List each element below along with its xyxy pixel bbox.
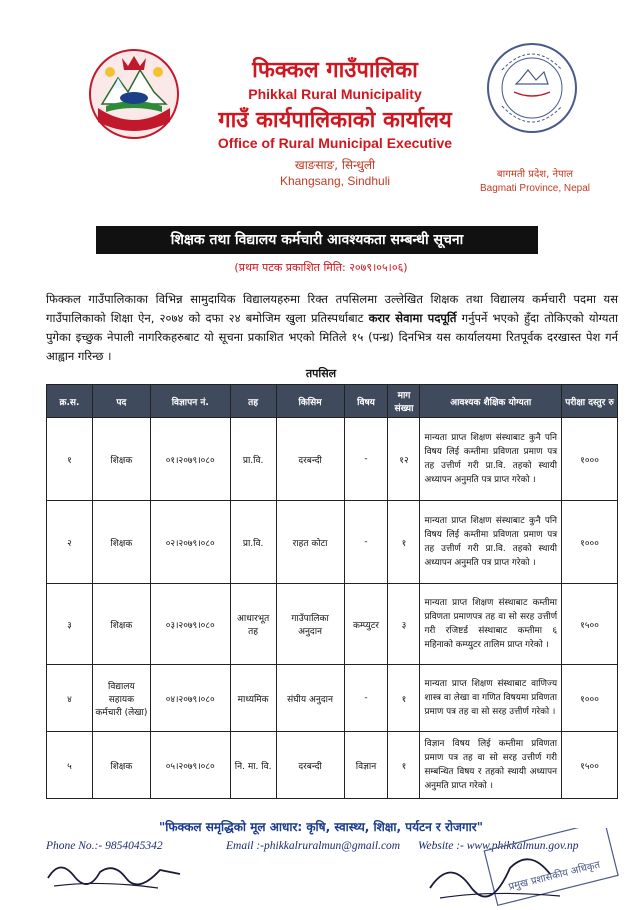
cell-subject: विज्ञान — [344, 732, 388, 799]
cell-subject: - — [344, 418, 388, 501]
table-row — [47, 665, 618, 732]
cell-sn: १ — [47, 418, 93, 501]
intro-text-part1: फिक्कल गाउँपालिकाका विभिन्न सामुदायिक विद्यालयहरुमा रिक्त तपसिलमा उल्लेखित शिक्षक तथा विद्यालय कर्मचारी पदमा यस गाउँपालिकाको शिक्षा ऐन, २०७४ को दफा २४ बमोजिम खुला प्रतिस्पर्धाबाट — [46, 292, 618, 325]
cell-level: माध्यमिक — [230, 665, 276, 732]
intro-text-part2: गर्नुपर्ने भएको हुँदा तोकिएको योग्यता पुगेका इच्छुक नेपाली नागरिकहरुबाट यो सूचना प्रकाशित भएको मितिले १५ (पन्ध्र) दिनभित्र यस कार्यालयमा रितपूर्वक दरखास्त पेश गर्न आह्वान गरिन्छ । — [46, 311, 619, 363]
cell-sn: ३ — [47, 584, 93, 665]
cell-sn: २ — [47, 501, 93, 584]
cell-level: प्रा.वि. — [230, 501, 276, 584]
cell-post: शिक्षक — [92, 732, 150, 799]
address-np: खाङसाङ, सिन्धुली — [294, 158, 376, 172]
table-row — [47, 732, 618, 799]
cell-adv: ०१।२०७९।०८० — [150, 418, 230, 501]
vacancy-table — [46, 384, 618, 799]
cell-sn: ५ — [47, 732, 93, 799]
cell-req: मान्यता प्राप्त शिक्षण संस्थाबाट वाणिज्य शास्त्र वा लेखा वा गणित विषयमा प्रविणता प्रमाण पत्र तह वा सो सरह उत्तीर्ण गरेको । — [420, 665, 562, 732]
intro-text-bold: करार सेवामा पदपूर्ति — [368, 311, 457, 325]
col-header-level: तह — [230, 385, 276, 418]
cell-post: विद्यालय सहायक कर्मचारी (लेखा) — [92, 665, 150, 732]
province-np: बागमती प्रदेश, नेपाल — [496, 169, 574, 180]
col-header-req: आवश्यक शैक्षिक योग्यता — [420, 385, 562, 418]
col-header-post: पद — [92, 385, 150, 418]
cell-fee: १००० — [562, 665, 618, 732]
footer-phone: Phone No.:- 9854045342 — [46, 840, 163, 852]
nepal-emblem-logo — [88, 48, 180, 140]
table-header-row — [47, 385, 618, 418]
province-en: Bagmati Province, Nepal — [479, 183, 591, 194]
cell-fee: १००० — [562, 501, 618, 584]
cell-demand: १२ — [388, 418, 420, 501]
cell-demand: १ — [388, 501, 420, 584]
cell-type: राहत कोटा — [276, 501, 344, 584]
cell-req: मान्यता प्राप्त शिक्षण संस्थाबाट कुनै पनि विषय लिई कम्तीमा प्रविणता प्रमाण पत्र तह उत्तीर्ण गरी प्रा.वि. तहको स्थायी अध्यापन अनुमति पत्र प्राप्त गरेको । — [420, 418, 562, 501]
footer-slogan: "फिक्कल समृद्धिको मूल आधार: कृषि, स्वास्थ्य, शिक्षा, पर्यटन र रोजगार" — [159, 820, 483, 834]
cell-post: शिक्षक — [92, 584, 150, 665]
municipality-title-en: Phikkal Rural Municipality — [248, 86, 422, 102]
office-title-np: गाउँ कार्यपालिकाको कार्यालय — [218, 108, 452, 133]
cell-type: दरबन्दी — [276, 732, 344, 799]
cell-post: शिक्षक — [92, 418, 150, 501]
cell-type: दरबन्दी — [276, 418, 344, 501]
cell-adv: ०५।२०७९।०८० — [150, 732, 230, 799]
footer-website: Website :- www.phikkalmun.gov.np — [418, 840, 579, 852]
table-row — [47, 501, 618, 584]
cell-demand: १ — [388, 665, 420, 732]
col-header-fee: परीक्षा दस्तुर रु — [562, 385, 618, 418]
table-row — [47, 418, 618, 501]
cell-subject: कम्प्युटर — [344, 584, 388, 665]
schedule-heading: तपसिल — [305, 367, 337, 380]
cell-req: मान्यता प्राप्त शिक्षण संस्थाबाट कुनै पनि विषय लिई कम्तीमा प्रविणता प्रमाण पत्र तह उत्तीर्ण गरी प्रा.वि. तहको स्थायी अध्यापन अनुमति पत्र प्राप्त गरेको । — [420, 501, 562, 584]
cell-demand: १ — [388, 732, 420, 799]
col-header-subject: विषय — [344, 385, 388, 418]
address-en: Khangsang, Sindhuli — [279, 174, 391, 188]
left-signature — [40, 848, 190, 898]
cell-adv: ०३।२०७९।०८० — [150, 584, 230, 665]
col-header-type: किसिम — [276, 385, 344, 418]
cell-type: गाउँपालिका अनुदान — [276, 584, 344, 665]
office-stamp — [484, 40, 580, 136]
municipality-title-np: फिक्कल गाउँपालिका — [252, 58, 418, 83]
cell-type: संघीय अनुदान — [276, 665, 344, 732]
cell-subject: - — [344, 665, 388, 732]
cell-req: मान्यता प्राप्त शिक्षण संस्थाबाट कम्तीमा प्रविणता प्रमाणपत्र तह वा सो सरह उत्तीर्ण गरी रजिष्टर्ड संस्थाबाट कम्तीमा ६ महिनाको कम्प्युटर तालिम प्राप्त गरेको । — [420, 584, 562, 665]
publish-date: (प्रथम पटक प्रकाशित मिति: २०७९।०५।०६) — [234, 261, 408, 274]
cell-req: विज्ञान विषय लिई कम्तीमा प्रविणता प्रमाण पत्र तह वा सो सरह उत्तीर्ण गरी सम्बन्धित विषय र तहको स्थायी अध्यापन अनुमति प्राप्त गरेको । — [420, 732, 562, 799]
cell-subject: - — [344, 501, 388, 584]
notice-title: शिक्षक तथा विद्यालय कर्मचारी आवश्यकता सम्बन्धी सूचना — [96, 226, 538, 254]
footer-email: Email :-phikkalruralmun@gmail.com — [226, 840, 401, 852]
cell-fee: १५०० — [562, 732, 618, 799]
col-header-demand: माग संख्या — [388, 385, 420, 418]
cell-level: आधारभूत तह — [230, 584, 276, 665]
col-header-sn: क्र.स. — [47, 385, 93, 418]
office-title-en: Office of Rural Municipal Executive — [217, 135, 453, 151]
right-signature-stamp — [420, 828, 620, 908]
cell-demand: ३ — [388, 584, 420, 665]
cell-adv: ०४।२०७९।०८० — [150, 665, 230, 732]
cell-sn: ४ — [47, 665, 93, 732]
cell-level: नि. मा. वि. — [230, 732, 276, 799]
cell-post: शिक्षक — [92, 501, 150, 584]
cell-fee: १५०० — [562, 584, 618, 665]
cell-adv: ०२।२०७९।०८० — [150, 501, 230, 584]
table-row — [47, 584, 618, 665]
cell-level: प्रा.वि. — [230, 418, 276, 501]
col-header-adv: विज्ञापन नं. — [150, 385, 230, 418]
intro-paragraph — [46, 290, 618, 366]
signature-caption: प्रमुख प्रशासकीय अधिकृत — [507, 859, 602, 893]
cell-fee: १००० — [562, 418, 618, 501]
